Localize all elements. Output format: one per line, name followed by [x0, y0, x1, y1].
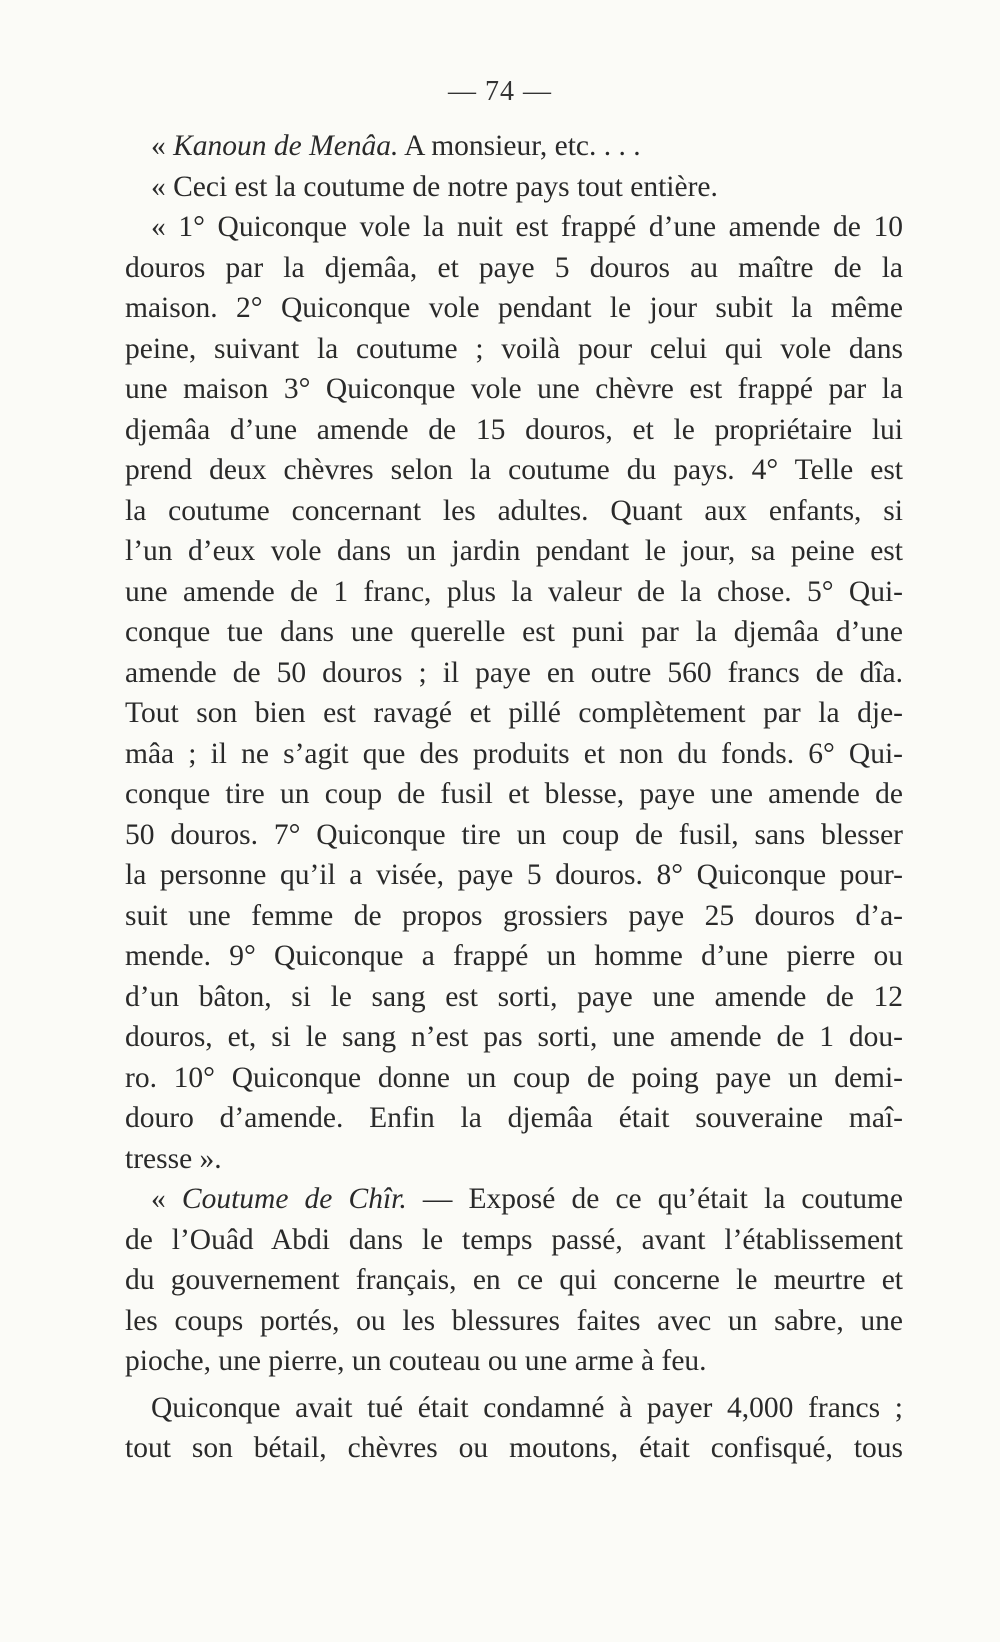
text-line: [125, 1098, 903, 1139]
line-text: tout son bétail, chèvres ou moutons, était confisqué, tous: [125, 1432, 903, 1464]
line-text: une maison 3° Quiconque vole une chèvre est frappé par la: [125, 373, 903, 405]
text-line: [125, 936, 903, 977]
line-text: Tout son bien est ravagé et pillé complètement par la dje-: [125, 697, 903, 729]
line-text: douros par la djemâa, et paye 5 douros au maître de la: [125, 251, 903, 284]
text-line: [125, 1260, 903, 1301]
text-line: [125, 1017, 903, 1058]
line-text: ro. 10° Quiconque donne un coup de poing paye un demi-: [125, 1061, 903, 1094]
line-text: A monsieur, etc. . . .: [398, 130, 641, 162]
line-text: prend deux chèvres selon la coutume du pays. 4° Telle est: [125, 454, 903, 486]
line-text: douro d’amende. Enfin la djemâa était souveraine maî-: [125, 1102, 903, 1134]
text-line: [125, 410, 903, 451]
line-text: « 1° Quiconque vole la nuit est frappé d’une amende de 10: [151, 211, 903, 243]
text-line: [125, 288, 903, 329]
italic-heading: Coutume de Chîr.: [181, 1183, 407, 1215]
quote-mark: «: [151, 130, 174, 162]
text-line: [125, 207, 903, 248]
line-text: suit une femme de propos grossiers paye 25 douros d’a-: [125, 899, 903, 932]
text-line: [125, 450, 903, 491]
italic-heading: Kanoun de Menâa.: [173, 130, 399, 162]
line-text: une amende de 1 franc, plus la valeur de la chose. 5° Qui-: [125, 575, 903, 608]
text-line: [125, 1139, 903, 1180]
line-text: Quiconque avait tué était condamné à payer 4,000 francs ;: [151, 1391, 903, 1424]
line-text: les coups portés, ou les blessures faites avec un sabre, une: [125, 1304, 903, 1337]
line-text: de l’Ouâd Abdi dans le temps passé, avant l’établissement: [125, 1223, 903, 1256]
text-line: [125, 126, 903, 167]
line-text: 50 douros. 7° Quiconque tire un coup de fusil, sans blesser: [125, 818, 903, 851]
text-line: [125, 855, 903, 896]
page-number: — 74 —: [448, 76, 552, 107]
text-line: [125, 774, 903, 815]
line-text: l’un d’eux vole dans un jardin pendant le jour, sa peine est: [125, 535, 903, 567]
text-line: [125, 1301, 903, 1342]
text-line: [125, 815, 903, 856]
text-line: [125, 329, 903, 370]
text-line: [125, 369, 903, 410]
text-line: [125, 531, 903, 572]
line-text: conque tue dans une querelle est puni par la djemâa d’une: [125, 616, 903, 648]
line-text: la coutume concernant les adultes. Quant aux enfants, si: [125, 494, 903, 527]
text-line: [125, 248, 903, 289]
text-line: [125, 1428, 903, 1469]
text-line: [125, 977, 903, 1018]
text-line: [125, 612, 903, 653]
line-text: pioche, une pierre, un couteau ou une arme à feu.: [125, 1345, 707, 1377]
line-text: mende. 9° Quiconque a frappé un homme d’une pierre ou: [125, 940, 903, 972]
text-line: [125, 896, 903, 937]
line-text: djemâa d’une amende de 15 douros, et le propriétaire lui: [125, 413, 903, 446]
quote-mark: «: [151, 1183, 182, 1215]
line-text: amende de 50 douros ; il paye en outre 560 francs de dîa.: [125, 656, 903, 689]
text-line: [125, 572, 903, 613]
line-text: peine, suivant la coutume ; voilà pour celui qui vole dans: [125, 332, 903, 365]
line-text: tresse ».: [125, 1142, 222, 1175]
text-line: [125, 1341, 903, 1382]
text-line: [125, 734, 903, 775]
text-line: [125, 653, 903, 694]
text-line: [125, 1179, 903, 1220]
text-line: [125, 491, 903, 532]
line-text: la personne qu’il a visée, paye 5 douros. 8° Quiconque pour-: [125, 859, 903, 891]
line-text: d’un bâton, si le sang est sorti, paye une amende de 12: [125, 980, 903, 1013]
line-text: mâa ; il ne s’agit que des produits et non du fonds. 6° Qui-: [125, 737, 903, 770]
line-text: « Ceci est la coutume de notre pays tout entière.: [151, 170, 718, 203]
text-line: [125, 1220, 903, 1261]
line-text: du gouvernement français, en ce qui concerne le meurtre et: [125, 1264, 903, 1296]
text-line: [125, 1058, 903, 1099]
text-line: [125, 1388, 903, 1429]
text-line: [125, 693, 903, 734]
line-text: maison. 2° Quiconque vole pendant le jour subit la même: [125, 292, 903, 324]
text-line: [125, 167, 903, 208]
line-text: — Exposé de ce qu’était la coutume: [406, 1183, 904, 1215]
body-text: [125, 126, 903, 1469]
line-text: conque tire un coup de fusil et blesse, paye une amende de: [125, 778, 903, 810]
line-text: douros, et, si le sang n’est pas sorti, une amende de 1 dou-: [125, 1021, 903, 1053]
